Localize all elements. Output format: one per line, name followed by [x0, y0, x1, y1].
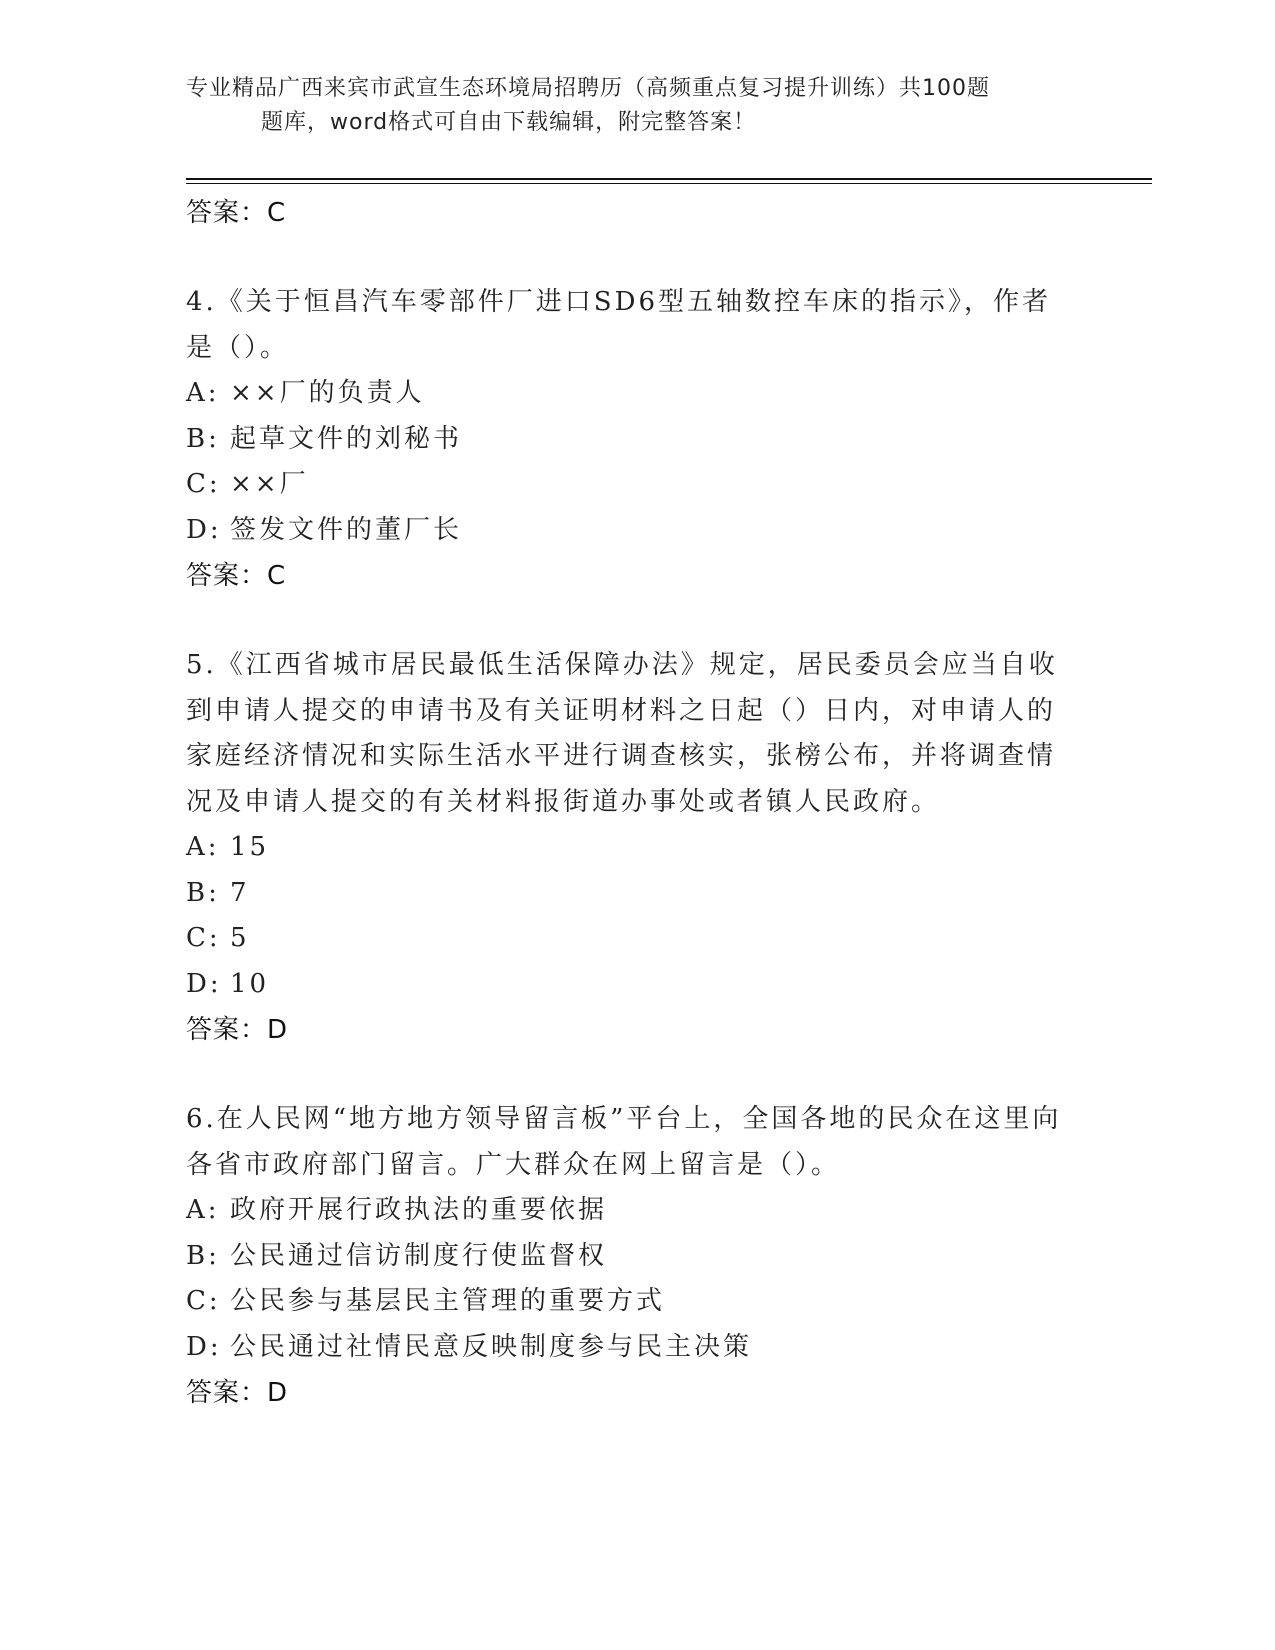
option-key: B:: [186, 877, 220, 908]
option-text: 10: [230, 968, 270, 999]
question-text: 4.《关于恒昌汽车零部件厂进口SD6型五轴数控车床的指示》，作者是（）。: [186, 287, 1052, 363]
option-c: [186, 462, 1066, 508]
option-text: 签发文件的董厂长: [230, 514, 463, 545]
option-c: [186, 916, 1066, 962]
header-rule-thin: [186, 183, 1152, 184]
document-header: [186, 72, 1066, 140]
option-c: [186, 1279, 1066, 1325]
option-b: [186, 1234, 1066, 1280]
option-text: 公民通过信访制度行使监督权: [230, 1240, 608, 1271]
option-key: A:: [186, 1195, 220, 1225]
option-key: A:: [186, 832, 220, 862]
option-text: 政府开展行政执法的重要依据: [230, 1195, 608, 1225]
option-a: [186, 371, 1066, 417]
header-title-line1: 专业精品广西来宾市武宣生态环境局招聘历（高频重点复习提升训练）共100题: [186, 76, 990, 101]
option-key: C:: [186, 1286, 221, 1316]
question-text: 6.在人民网“地方地方领导留言板”平台上，全国各地的民众在这里向各省市政府部门留言。广大群众在网上留言是（）。: [186, 1104, 1062, 1180]
option-b: [186, 871, 1066, 917]
option-key: D:: [186, 968, 222, 999]
question-block: [186, 643, 1066, 1053]
option-text: 起草文件的刘秘书: [230, 423, 463, 454]
option-key: B:: [186, 1240, 220, 1271]
option-key: C:: [186, 469, 221, 499]
question-block: [186, 280, 1066, 599]
option-d: [186, 962, 1066, 1008]
option-a: [186, 825, 1066, 871]
option-a: [186, 1188, 1066, 1234]
question-text: 5.《江西省城市居民最低生活保障办法》规定，居民委员会应当自收到申请人提交的申请书及有关证明材料之日起（）日内，对申请人的家庭经济情况和实际生活水平进行调查核实，张榜公布，并将调查情况及申请人提交的有关材料报街道办事处或者镇人民政府。: [186, 650, 1058, 817]
option-text: 7: [230, 877, 250, 908]
question-block: [186, 1097, 1066, 1416]
option-key: D:: [186, 1331, 222, 1362]
option-d: [186, 508, 1066, 554]
option-text: 5: [230, 923, 250, 953]
answer-text: 答案：D: [186, 1378, 289, 1408]
option-key: A:: [186, 378, 220, 408]
option-text: 15: [230, 832, 270, 862]
option-text: ××厂的负责人: [230, 378, 425, 408]
answer-text: 答案：D: [186, 1015, 289, 1045]
header-title-line2: 题库，word格式可自由下载编辑，附完整答案！: [261, 110, 757, 135]
answer-text: 答案：C: [186, 198, 287, 228]
option-key: C:: [186, 923, 221, 953]
option-text: 公民参与基层民主管理的重要方式: [230, 1286, 666, 1316]
option-d: [186, 1325, 1066, 1371]
header-rule-thick: [186, 178, 1152, 180]
option-text: 公民通过社情民意反映制度参与民主决策: [230, 1331, 753, 1362]
option-b: [186, 417, 1066, 463]
option-text: ××厂: [230, 469, 309, 499]
document-body: [186, 186, 1066, 1416]
option-key: B:: [186, 423, 220, 454]
option-key: D:: [186, 514, 222, 545]
answer-text: 答案：C: [186, 561, 287, 591]
